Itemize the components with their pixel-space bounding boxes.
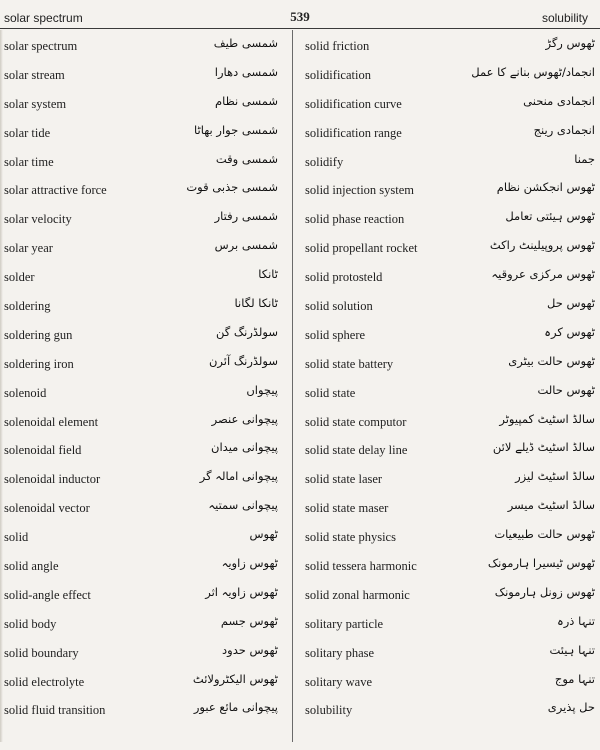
english-term: solid solution bbox=[305, 299, 373, 314]
urdu-translation: انجمادی منحنی bbox=[523, 93, 595, 108]
urdu-translation: شمسی برس bbox=[214, 238, 278, 253]
dictionary-entry bbox=[305, 234, 595, 263]
urdu-translation: سالڈ اسٹیٹ میسر bbox=[507, 498, 595, 513]
english-term: solid angle bbox=[4, 559, 59, 574]
english-term: solid phase reaction bbox=[305, 212, 405, 227]
dictionary-entry bbox=[4, 292, 288, 321]
dictionary-entry bbox=[305, 494, 595, 523]
english-term: solid state delay line bbox=[305, 443, 408, 458]
dictionary-entry bbox=[4, 610, 288, 639]
urdu-translation: ٹھوس الیکٹرولائٹ bbox=[192, 671, 278, 686]
urdu-translation: سالڈ اسٹیٹ لیزر bbox=[515, 469, 595, 484]
urdu-translation: شمسی طیف bbox=[213, 36, 278, 50]
english-term: solenoidal field bbox=[4, 443, 82, 458]
dictionary-entry bbox=[305, 90, 595, 119]
dictionary-entry bbox=[305, 176, 595, 205]
dictionary-entry bbox=[4, 90, 288, 119]
english-term: solid state physics bbox=[305, 530, 396, 545]
english-term: solid body bbox=[4, 616, 57, 631]
urdu-translation: ٹھوس ہیئتی تعامل bbox=[505, 209, 595, 224]
dictionary-entry bbox=[4, 205, 288, 234]
dictionary-entry bbox=[305, 292, 595, 321]
dictionary-entry bbox=[4, 321, 288, 350]
dictionary-entry bbox=[305, 350, 595, 379]
urdu-translation: پیچوانی سمتیہ bbox=[208, 498, 278, 513]
urdu-translation: ٹھوس کرہ bbox=[544, 324, 595, 339]
english-term: solid boundary bbox=[4, 645, 79, 660]
dictionary-entry bbox=[4, 176, 288, 205]
english-term: solid electrolyte bbox=[4, 674, 85, 689]
english-term: solid zonal harmonic bbox=[305, 587, 410, 602]
dictionary-entry bbox=[4, 581, 288, 610]
urdu-translation: پیچوانی عنصر bbox=[211, 411, 278, 426]
urdu-translation: تنہا ہیئت bbox=[549, 642, 595, 657]
english-term: solid state battery bbox=[305, 356, 394, 371]
urdu-translation: تنہا ذرہ bbox=[557, 613, 595, 628]
english-term: solitary phase bbox=[305, 645, 375, 660]
urdu-translation: ٹانکا لگانا bbox=[234, 296, 278, 311]
english-term: solar velocity bbox=[4, 212, 72, 227]
dictionary-entry bbox=[4, 379, 288, 408]
dictionary-entry bbox=[305, 639, 595, 668]
english-term: solar time bbox=[4, 154, 54, 169]
urdu-translation: جمنا bbox=[574, 151, 595, 166]
english-term: solid friction bbox=[305, 39, 370, 53]
dictionary-entry bbox=[305, 379, 595, 408]
urdu-translation: سالڈ اسٹیٹ ڈیلے لائن bbox=[492, 440, 595, 455]
urdu-translation: ٹھوس زاویہ اثر bbox=[205, 584, 278, 599]
dictionary-entry bbox=[305, 668, 595, 697]
dictionary-entry bbox=[305, 408, 595, 437]
urdu-translation: پیچوانی مائع عبور bbox=[193, 700, 278, 715]
english-term: solitary wave bbox=[305, 674, 372, 689]
left-guide-word: solar spectrum bbox=[4, 11, 83, 25]
page-number: 539 bbox=[290, 9, 310, 24]
dictionary-entry bbox=[305, 581, 595, 610]
dictionary-entry bbox=[4, 408, 288, 437]
english-term: solidify bbox=[305, 154, 344, 169]
dictionary-entry bbox=[4, 552, 288, 581]
english-term: soldering bbox=[4, 299, 51, 314]
dictionary-entry bbox=[4, 639, 288, 668]
dictionary-entry bbox=[305, 465, 595, 494]
urdu-translation: شمسی دھارا bbox=[214, 64, 278, 79]
dictionary-entry bbox=[4, 234, 288, 263]
urdu-translation: ٹھوس bbox=[249, 527, 278, 542]
english-term: solid tessera harmonic bbox=[305, 559, 417, 574]
english-term: solidification curve bbox=[305, 96, 402, 111]
english-term: solid state maser bbox=[305, 501, 389, 516]
dictionary-entry bbox=[305, 436, 595, 465]
urdu-translation: پیچواں bbox=[246, 382, 278, 397]
english-term: solenoidal element bbox=[4, 414, 99, 429]
urdu-translation: شمسی وقت bbox=[215, 151, 278, 166]
english-term: solid bbox=[4, 530, 29, 545]
urdu-translation: ٹھوس زونل ہارمونک bbox=[494, 584, 595, 599]
urdu-translation: حل پذیری bbox=[547, 700, 595, 715]
english-term: soldering iron bbox=[4, 356, 74, 371]
urdu-translation: پیچوانی امالہ گر bbox=[199, 469, 278, 484]
english-term: solubility bbox=[305, 703, 353, 718]
header-rule bbox=[0, 28, 600, 29]
urdu-translation: شمسی جوار بھاٹا bbox=[194, 122, 278, 137]
dictionary-entry bbox=[4, 148, 288, 177]
left-column bbox=[4, 32, 288, 725]
dictionary-entry bbox=[4, 119, 288, 148]
dictionary-entry bbox=[305, 523, 595, 552]
english-term: solid state bbox=[305, 385, 356, 400]
dictionary-entry bbox=[4, 465, 288, 494]
english-term: solitary particle bbox=[305, 616, 384, 631]
urdu-translation: سالڈ اسٹیٹ کمپیوٹر bbox=[499, 411, 595, 426]
urdu-translation: ٹھوس حالت بیٹری bbox=[508, 353, 595, 368]
english-term: solar year bbox=[4, 241, 53, 256]
urdu-translation: سولڈرنگ گن bbox=[215, 324, 278, 339]
dictionary-entry bbox=[4, 32, 288, 61]
urdu-translation: ٹھوس ٹیسیرا ہارمونک bbox=[487, 556, 595, 571]
page-header bbox=[0, 0, 600, 30]
right-column bbox=[305, 32, 595, 725]
dictionary-entry bbox=[4, 436, 288, 465]
dictionary-entry bbox=[305, 263, 595, 292]
english-term: solid injection system bbox=[305, 183, 415, 198]
english-term: solid fluid transition bbox=[4, 703, 106, 718]
english-term: solid state laser bbox=[305, 472, 383, 487]
dictionary-entry bbox=[305, 696, 595, 725]
english-term: solid propellant rocket bbox=[305, 241, 418, 256]
english-term: solar spectrum bbox=[4, 39, 78, 53]
dictionary-entry bbox=[4, 696, 288, 725]
english-term: solar tide bbox=[4, 125, 51, 140]
english-term: solenoid bbox=[4, 385, 47, 400]
english-term: solidification range bbox=[305, 125, 402, 140]
english-term: solar stream bbox=[4, 67, 65, 82]
urdu-translation: شمسی رفتار bbox=[214, 209, 278, 224]
urdu-translation: ٹھوس انجکشن نظام bbox=[496, 180, 595, 195]
dictionary-entry bbox=[305, 61, 595, 90]
urdu-translation: ٹھوس زاویہ bbox=[221, 556, 278, 571]
urdu-translation: ٹھوس حدود bbox=[222, 642, 278, 657]
urdu-translation: ٹانکا bbox=[258, 267, 278, 282]
dictionary-entry bbox=[4, 350, 288, 379]
english-term: solid state computor bbox=[305, 414, 407, 429]
dictionary-entry bbox=[4, 263, 288, 292]
urdu-translation: تنہا موج bbox=[554, 671, 595, 686]
dictionary-entry bbox=[4, 61, 288, 90]
urdu-translation: ٹھوس رگڑ bbox=[545, 36, 595, 50]
urdu-translation: ٹھوس مرکزی عروقیہ bbox=[491, 267, 595, 282]
dictionary-entry bbox=[305, 321, 595, 350]
urdu-translation: انجماد/ٹھوس بنانے کا عمل bbox=[471, 64, 595, 79]
english-term: solenoidal inductor bbox=[4, 472, 101, 487]
english-term: solidification bbox=[305, 67, 371, 82]
dictionary-entry bbox=[4, 523, 288, 552]
english-term: soldering gun bbox=[4, 327, 73, 342]
urdu-translation: ٹھوس حالت طبیعیات bbox=[494, 527, 595, 542]
column-divider bbox=[292, 30, 293, 742]
urdu-translation: ٹھوس پروپیلینٹ راکٹ bbox=[489, 238, 595, 253]
dictionary-entry bbox=[4, 668, 288, 697]
english-term: solid-angle effect bbox=[4, 587, 91, 602]
urdu-translation: شمسی جذبی قوت bbox=[186, 180, 278, 195]
urdu-translation: ٹھوس حل bbox=[547, 296, 595, 311]
dictionary-entry bbox=[305, 205, 595, 234]
dictionary-entry bbox=[305, 32, 595, 61]
right-guide-word: solubility bbox=[541, 11, 588, 25]
dictionary-entry bbox=[305, 610, 595, 639]
urdu-translation: انجمادی رینج bbox=[533, 122, 595, 137]
dictionary-entry bbox=[305, 119, 595, 148]
dictionary-entry bbox=[4, 494, 288, 523]
english-term: solder bbox=[4, 270, 35, 285]
english-term: solid sphere bbox=[305, 327, 366, 342]
english-term: solid protosteld bbox=[305, 270, 383, 285]
english-term: solar attractive force bbox=[4, 183, 107, 198]
urdu-translation: پیچوانی میدان bbox=[211, 440, 278, 455]
dictionary-entry bbox=[305, 552, 595, 581]
english-term: solar system bbox=[4, 96, 67, 111]
binding-shadow bbox=[0, 30, 3, 742]
urdu-translation: سولڈرنگ آئرن bbox=[208, 353, 278, 368]
english-term: solenoidal vector bbox=[4, 501, 90, 516]
urdu-translation: ٹھوس جسم bbox=[220, 613, 278, 628]
urdu-translation: شمسی نظام bbox=[214, 93, 278, 108]
urdu-translation: ٹھوس حالت bbox=[537, 382, 595, 397]
dictionary-entry bbox=[305, 148, 595, 177]
